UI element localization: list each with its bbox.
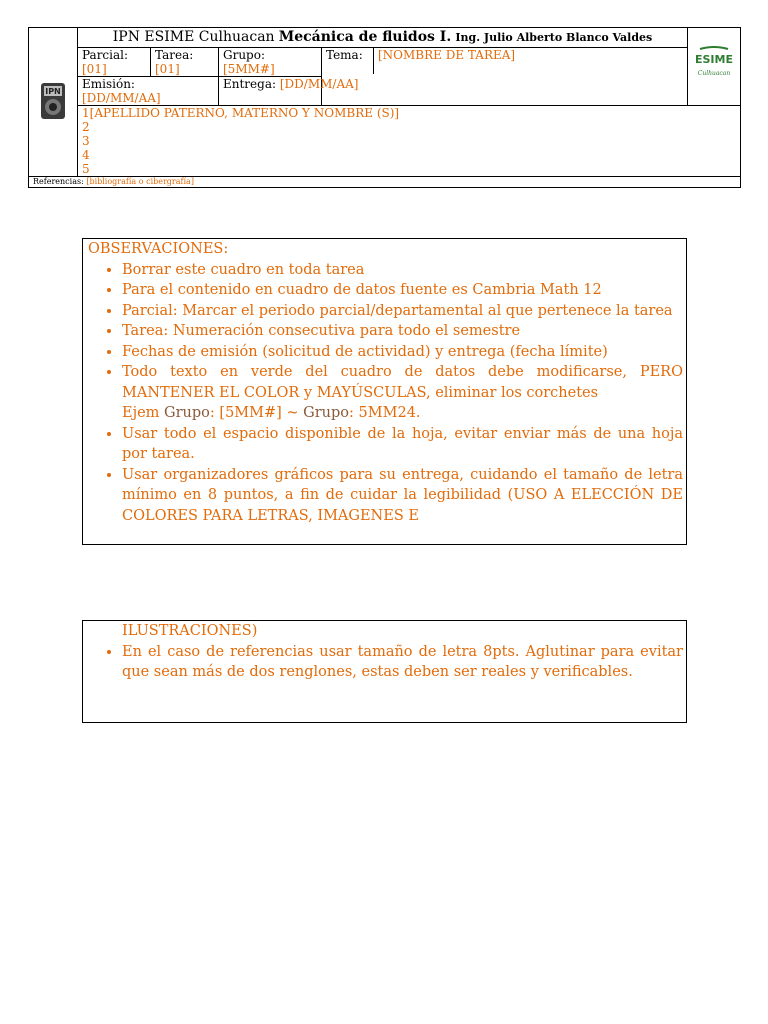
- references-cell[interactable]: [29, 177, 741, 188]
- references-label: Referencias:: [33, 177, 84, 186]
- student-name-4[interactable]: 4: [82, 148, 90, 162]
- list-item: • Para el contenido en cuadro de datos fuente es Cambria Math 12: [122, 280, 683, 301]
- list-item: • Parcial: Marcar el periodo parcial/departamental al que pertenece la tarea: [122, 301, 683, 322]
- names-cell[interactable]: [78, 106, 741, 177]
- ipn-logo-icon: [38, 81, 68, 121]
- references-value[interactable]: [bibliografía o cibergrafía]: [86, 177, 194, 186]
- list-item: [122, 362, 683, 424]
- tarea-cell[interactable]: [151, 48, 219, 77]
- continuation-text: ILUSTRACIONES): [122, 623, 258, 639]
- tarea-value[interactable]: [01]: [155, 62, 180, 76]
- list-item: • Tarea: Numeración consecutiva para todo el semestre: [122, 321, 683, 342]
- parcial-label: Parcial:: [82, 48, 129, 62]
- list-item: • Usar todo el espacio disponible de la hoja, evitar enviar más de una hoja por tarea.: [122, 424, 683, 465]
- example-grupo2-label: Grupo: [303, 405, 350, 421]
- observations-box: [82, 238, 687, 545]
- emision-label: Emisión:: [82, 77, 135, 91]
- example-grupo-label: Grupo: [164, 405, 210, 421]
- observations-list: [86, 260, 683, 527]
- tema-label: Tema:: [322, 48, 374, 74]
- grupo-cell[interactable]: [219, 48, 322, 77]
- example-label: Ejem: [122, 405, 160, 421]
- svg-text:IPN: IPN: [45, 86, 61, 96]
- title-cell: [78, 28, 688, 48]
- esime-logo-subtext: Culhuacan: [697, 70, 731, 77]
- example-grupo-colon: :: [209, 405, 215, 421]
- emision-cell[interactable]: [78, 77, 219, 106]
- entrega-value[interactable]: [DD/MM/AA]: [279, 77, 359, 91]
- observations-list-continued: [86, 642, 683, 683]
- header-table: [28, 27, 741, 188]
- course-name: Mecánica de fluidos I.: [278, 29, 452, 45]
- ipn-logo-cell: [29, 28, 78, 177]
- parcial-cell[interactable]: [78, 48, 151, 77]
- parcial-value[interactable]: [01]: [82, 62, 107, 76]
- list-item: • Borrar este cuadro en toda tarea: [122, 260, 683, 281]
- esime-logo-text: ESIME: [695, 53, 733, 66]
- student-name-1[interactable]: 1[APELLIDO PATERNO, MATERNO Y NOMBRE (S)]: [82, 106, 400, 120]
- grupo-value[interactable]: [5MM#]: [223, 62, 275, 76]
- color-rule-text: Todo texto en verde del cuadro de datos debe modificarse, PERO MANTENER EL COLOR y MAYÚSCULAS, eliminar los corchetes: [122, 364, 683, 401]
- institution-name: IPN ESIME Culhuacan: [112, 29, 275, 45]
- esime-logo-cell: [688, 28, 741, 106]
- professor-name: Ing. Julio Alberto Blanco Valdes: [455, 31, 653, 44]
- list-item: • Fechas de emisión (solicitud de actividad) y entrega (fecha límite): [122, 342, 683, 363]
- observations-title: OBSERVACIONES:: [88, 241, 229, 257]
- student-name-3[interactable]: 3: [82, 134, 90, 148]
- example-grupo2-value: 5MM24.: [358, 405, 421, 421]
- student-name-2[interactable]: 2: [82, 120, 90, 134]
- example-grupo-value: [5MM#]: [219, 405, 282, 421]
- example-grupo2-colon: :: [349, 405, 354, 421]
- tema-value[interactable]: [NOMBRE DE TAREA]: [378, 48, 516, 62]
- entrega-label: Entrega:: [223, 77, 277, 91]
- list-item: • En el caso de referencias usar tamaño de letra 8pts. Aglutinar para evitar que sean más de dos renglones, estas deben ser reales y verificables.: [122, 642, 683, 683]
- grupo-label: Grupo:: [223, 48, 265, 62]
- entrega-cell[interactable]: [219, 77, 688, 106]
- esime-logo-icon: [692, 45, 736, 85]
- observations-box-continued: [82, 620, 687, 723]
- tarea-label: Tarea:: [155, 48, 194, 62]
- emision-value[interactable]: [DD/MM/AA]: [82, 91, 161, 105]
- student-name-5[interactable]: 5: [82, 162, 90, 176]
- list-item: • Usar organizadores gráficos para su entrega, cuidando el tamaño de letra mínimo en 8 puntos, a fin de cuidar la legibilidad (USO A ELECCIÓN DE COLORES PARA LETRAS, IMAGENES E: [122, 465, 683, 527]
- example-tilde: ~: [286, 405, 299, 421]
